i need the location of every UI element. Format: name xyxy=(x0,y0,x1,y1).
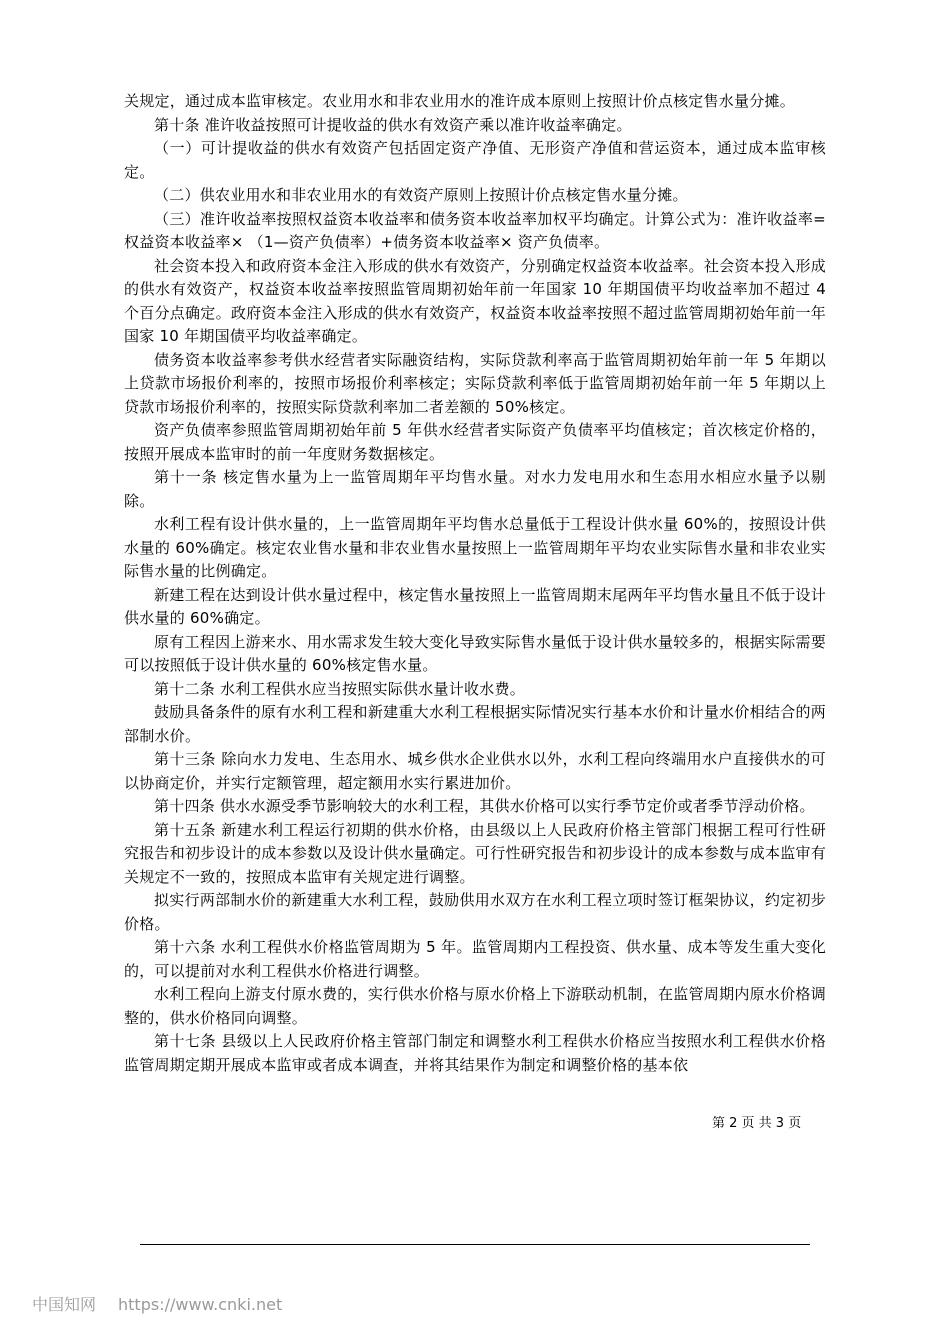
paragraph-4: （二）供农业用水和非农业用水的有效资产原则上按照计价点核定售水量分摊。 xyxy=(154,186,688,204)
watermark-url: https://www.cnki.net xyxy=(118,1295,283,1314)
paragraph-21: 第十七条 县级以上人民政府价格主管部门制定和调整水利工程供水价格应当按照水利工程供水价格监管周期定期开展成本监审或者成本调查，并将其结果作为制定和调整价格的基本依 xyxy=(124,1032,826,1074)
paragraph-15: 第十三条 除向水力发电、生态用水、城乡供水企业供水以外，水利工程向终端用水户直接供水的可以协商定价，并实行定额管理，超定额用水实行累进加价。 xyxy=(124,750,826,792)
paragraph-1: 关规定，通过成本监审核定。农业用水和非农业用水的准许成本原则上按照计价点核定售水量分摊。 xyxy=(124,92,796,110)
paragraph-5: （三）准许收益率按照权益资本收益率和债务资本收益率加权平均确定。计算公式为：准许收益率=权益资本收益率× （1—资产负债率）+债务资本收益率× 资产负债率。 xyxy=(124,209,826,251)
document-body xyxy=(124,90,826,1077)
paragraph-14: 鼓励具备条件的原有水利工程和新建重大水利工程根据实际情况实行基本水价和计量水价相结合的两部制水价。 xyxy=(124,703,826,745)
paragraph-17: 第十五条 新建水利工程运行初期的供水价格，由县级以上人民政府价格主管部门根据工程可行性研究报告和初步设计的成本参数以及设计供水量确定。可行性研究报告和初步设计的成本参数与成本监审有关规定不一致的，按照成本监审有关规定进行调整。 xyxy=(124,820,826,886)
paragraph-3: （一）可计提收益的供水有效资产包括固定资产净值、无形资产净值和营运资本，通过成本监审核定。 xyxy=(124,139,826,181)
paragraph-19: 第十六条 水利工程供水价格监管周期为 5 年。监管周期内工程投资、供水量、成本等发生重大变化的，可以提前对水利工程供水价格进行调整。 xyxy=(124,938,826,980)
paragraph-20: 水利工程向上游支付原水费的，实行供水价格与原水价格上下游联动机制，在监管周期内原水价格调整的，供水价格同向调整。 xyxy=(124,985,826,1027)
paragraph-10: 水利工程有设计供水量的，上一监管周期年平均售水总量低于工程设计供水量 60%的，按照设计供水量的 60%确定。核定农业售水量和非农业售水量按照上一监管周期年平均农业实际售水量和非农业实际售水量的比例确定。 xyxy=(124,515,826,580)
paragraph-2: 第十条 准许收益按照可计提收益的供水有效资产乘以准许收益率确定。 xyxy=(154,115,632,134)
watermark xyxy=(32,1294,282,1316)
watermark-site-name: 中国知网 xyxy=(32,1295,97,1314)
paragraph-18: 拟实行两部制水价的新建重大水利工程，鼓励供用水双方在水利工程立项时签订框架协议，约定初步价格。 xyxy=(124,891,826,933)
paragraph-11: 新建工程在达到设计供水量过程中，核定售水量按照上一监管周期末尾两年平均售水量且不低于设计供水量的 60%确定。 xyxy=(124,585,826,627)
paragraph-16: 第十四条 供水水源受季节影响较大的水利工程，其供水价格可以实行季节定价或者季节浮动价格。 xyxy=(154,797,815,815)
paragraph-12: 原有工程因上游来水、用水需求发生较大变化导致实际售水量低于设计供水量较多的，根据实际需要可以按照低于设计供水量的 60%核定售水量。 xyxy=(124,632,826,674)
paragraph-6: 社会资本投入和政府资本金注入形成的供水有效资产，分别确定权益资本收益率。社会资本投入形成的供水有效资产，权益资本收益率按照监管周期初始年前一年国家 10 年期国债平均收益率加不超过 4 个百分点确定。政府资本金注入形成的供水有效资产，权益资本收益率按照不超过监管周期初始年前一年国家 10 年期国债平均收益率确定。 xyxy=(124,256,826,345)
page-number: 第 2 页 共 3 页 xyxy=(712,1116,802,1131)
footer-divider xyxy=(140,1244,810,1245)
paragraph-8: 资产负债率参照监管周期初始年前 5 年供水经营者实际资产负债率平均值核定；首次核定价格的，按照开展成本监审时的前一年度财务数据核定。 xyxy=(124,421,826,463)
paragraph-9: 第十一条 核定售水量为上一监管周期年平均售水量。对水力发电用水和生态用水相应水量予以剔除。 xyxy=(124,468,826,510)
paragraph-13: 第十二条 水利工程供水应当按照实际供水量计收水费。 xyxy=(154,679,526,698)
paragraph-7: 债务资本收益率参考供水经营者实际融资结构，实际贷款利率高于监管周期初始年前一年 5 年期以上贷款市场报价利率的，按照市场报价利率核定；实际贷款利率低于监管周期初始年前一年 5 年期以上贷款市场报价利率的，按照实际贷款利率加二者差额的 50%核定。 xyxy=(124,350,826,416)
